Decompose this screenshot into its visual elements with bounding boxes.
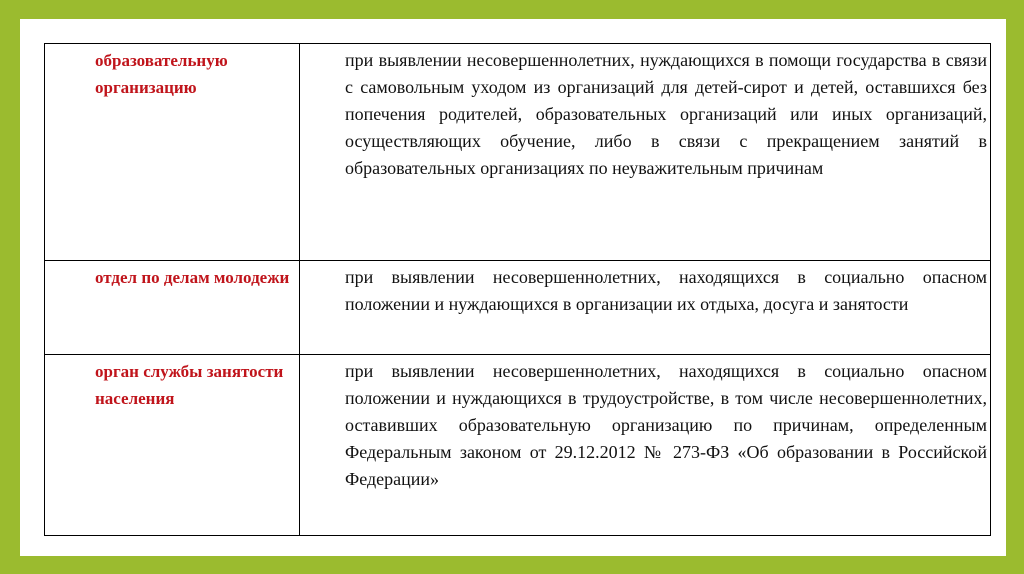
organization-label: отдел по делам молодежи xyxy=(95,268,290,287)
condition-text: при выявлении несовершеннолетних, находящихся в социально опасном положении и нуждающихся в трудоустройстве, в том числе несовершеннолетних, оставивших образовательную организацию по причинам, определенным Федеральным законом от 29.12.2012 № 273-ФЗ «Об образовании в Российской Федерации» xyxy=(345,361,987,489)
table-row xyxy=(45,44,991,261)
table-row xyxy=(45,261,991,355)
condition-text: при выявлении несовершеннолетних, находящихся в социально опасном положении и нуждающихся в организации их отдыха, досуга и занятости xyxy=(345,267,987,314)
info-table xyxy=(44,43,991,536)
organization-cell xyxy=(45,44,300,261)
condition-cell xyxy=(300,44,991,261)
condition-cell xyxy=(300,355,991,536)
organization-label: орган службы занятости населения xyxy=(95,362,284,408)
table-row xyxy=(45,355,991,536)
condition-cell xyxy=(300,261,991,355)
organization-cell xyxy=(45,355,300,536)
condition-text: при выявлении несовершеннолетних, нуждающихся в помощи государства в связи с самовольным уходом из организаций для детей-сирот и детей, оставшихся без попечения родителей, образовательных организаций или иных организаций, осуществляющих обучение, либо в связи с прекращением занятий в образовательных организациях по неуважительным причинам xyxy=(345,50,987,178)
organization-cell xyxy=(45,261,300,355)
organization-label: образовательную организацию xyxy=(95,51,228,97)
slide xyxy=(20,19,1006,556)
